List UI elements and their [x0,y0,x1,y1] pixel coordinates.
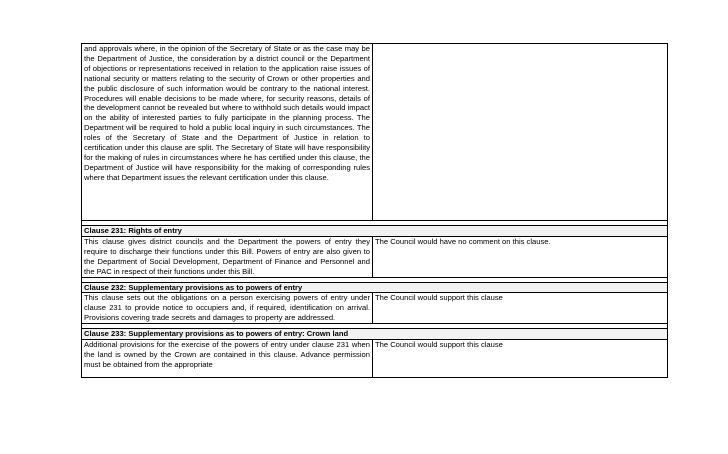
clause-description-cell: Additional provisions for the exercise of the powers of entry under clause 231 when the land is owned by the Crown are contained in this clause. Advance permission must be obtained from the appropriate [82,340,373,378]
table-row [82,340,668,378]
table-row [82,226,668,237]
table-row [82,282,668,293]
clause-comments-table [81,43,668,378]
council-comment-cell: The Council would support this clause [373,293,668,324]
clause-heading: Clause 232: Supplementary provisions as to powers of entry [82,282,668,293]
table-row [82,236,668,277]
clause-description-cell: This clause gives district councils and the Department the powers of entry they require to discharge their functions under this Bill. Powers of entry are also given to the Department of Social Development, Department of Finance and Personnel and the PAC in respect of their functions under this Bill. [82,236,373,277]
table-row [82,44,668,221]
clause-heading: Clause 233: Supplementary provisions as to powers of entry: Crown land [82,329,668,340]
council-comment-cell: The Council would have no comment on this clause. [373,236,668,277]
council-comment-cell [373,44,668,221]
table-row [82,293,668,324]
clause-description-cell: and approvals where, in the opinion of the Secretary of State or as the case may be the Department of Justice, the consideration by a district council or the Department of objections or representations received in relation to the application raise issues of national security or matters relating to the security of Crown or other properties and the public disclosure of such information would be contrary to the national interest. Procedures will enable decisions to be made where, for security reasons, details of the development cannot be revealed but where to withhold such details would impact on the ability of interested parties to fully participate in the planning process. The Department will be required to hold a public local inquiry in such circumstances. The roles of the Secretary of State and the Department of Justice in relation to certification under this clause are split. The Secretary of State will have responsibility for the making of rules in circumstances where he has certified under this clause, the Department of Justice will have responsibility for the making of corresponding rules where that Department issues the relevant certification under this clause. [82,44,373,221]
table-row [82,329,668,340]
council-comment-cell: The Council would support this clause [373,340,668,378]
clause-description-cell: This clause sets out the obligations on a person exercising powers of entry under clause 231 to provide notice to occupiers and, if required, identification on arrival. Provisions covering trade secrets and damages to property are addressed. [82,293,373,324]
clause-heading: Clause 231: Rights of entry [82,226,668,237]
